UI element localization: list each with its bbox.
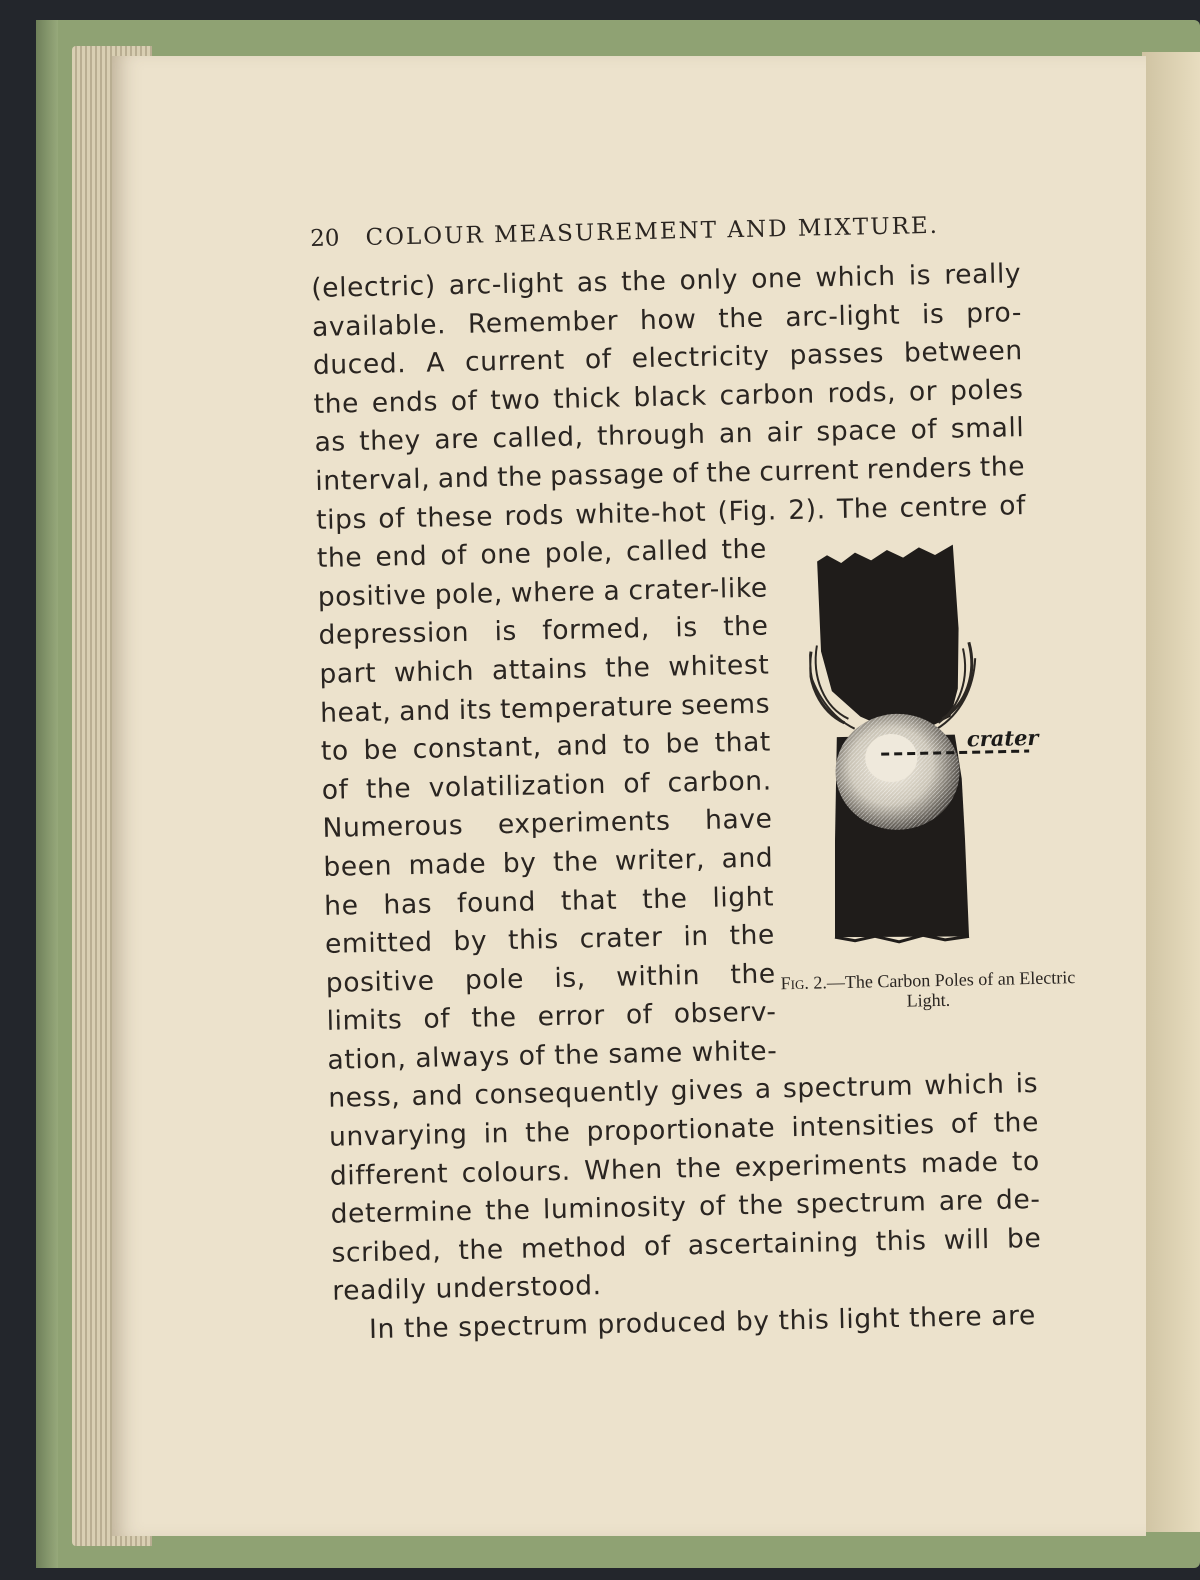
- word: be: [1006, 1222, 1042, 1255]
- word: where: [510, 575, 596, 609]
- word: passage: [549, 458, 665, 492]
- word: white-hot: [575, 496, 707, 531]
- word: its: [458, 693, 493, 726]
- word: through: [596, 419, 706, 453]
- word: pole,: [434, 577, 504, 611]
- word: white-: [691, 1035, 778, 1069]
- word: of: [423, 1003, 451, 1036]
- word: passes: [789, 338, 885, 372]
- word: which: [815, 260, 896, 294]
- word: error: [537, 1000, 606, 1033]
- word: poles: [949, 373, 1024, 407]
- word: the: [458, 1234, 505, 1266]
- word: determine: [330, 1196, 473, 1231]
- word: crater-like: [628, 572, 769, 607]
- word: crater: [579, 921, 663, 955]
- word: interval,: [315, 463, 431, 497]
- word: of: [671, 457, 700, 490]
- word: two: [489, 383, 541, 417]
- word: that: [560, 884, 618, 917]
- word: same: [607, 1037, 684, 1070]
- word: the: [553, 1038, 600, 1071]
- word: one: [480, 538, 532, 571]
- word: intensities: [791, 1109, 935, 1144]
- word: black: [633, 380, 708, 414]
- word: is: [908, 260, 932, 292]
- word: positive: [325, 965, 435, 999]
- word: and: [411, 1080, 464, 1113]
- word: the: [737, 1189, 784, 1222]
- word: by: [502, 847, 537, 880]
- word: the: [552, 846, 599, 878]
- word: tips: [315, 503, 368, 536]
- word: attains: [491, 653, 588, 687]
- word: and: [556, 729, 609, 763]
- word: the: [470, 1002, 517, 1035]
- word: have: [704, 803, 773, 837]
- word: the: [729, 919, 776, 952]
- paragraph-2-line: In the spectrum produced by this light there are: [368, 1300, 1037, 1346]
- word: The: [836, 492, 889, 525]
- word: end: [375, 540, 428, 573]
- word: pole,: [544, 536, 614, 570]
- word: a: [603, 575, 621, 607]
- word: air: [766, 417, 804, 449]
- word: be: [665, 728, 701, 760]
- word: the: [730, 958, 777, 991]
- word: volatilization: [428, 768, 607, 804]
- word: Remember: [467, 305, 619, 340]
- word: is: [1015, 1068, 1039, 1100]
- word: A: [425, 347, 446, 379]
- word: proportionate: [586, 1112, 776, 1148]
- figure-caption: [778, 967, 1079, 1013]
- word: to: [622, 729, 652, 761]
- word: the: [993, 1106, 1040, 1139]
- facing-page-edge: [1142, 52, 1200, 1532]
- word: part: [319, 657, 377, 690]
- caption-text: —The Carbon Poles of an Electric Light.: [826, 967, 1076, 1011]
- page-number: 20: [310, 225, 340, 252]
- word: (electric): [310, 270, 437, 304]
- word: pole: [464, 963, 525, 996]
- word: are: [938, 1185, 984, 1218]
- word: will: [943, 1223, 991, 1256]
- word: whitest: [668, 649, 770, 683]
- word: of: [584, 343, 612, 376]
- word: limits: [326, 1004, 403, 1038]
- word: the: [706, 456, 752, 489]
- word: one: [750, 262, 803, 295]
- word: scribed,: [331, 1235, 442, 1269]
- crater-label: crater: [966, 724, 1039, 752]
- word: that: [714, 726, 772, 759]
- word: the: [524, 1116, 571, 1149]
- word: arc-light: [785, 299, 901, 333]
- word: by: [453, 925, 488, 958]
- word: unvarying: [328, 1118, 468, 1153]
- word: in: [483, 1118, 510, 1150]
- word: is: [921, 298, 945, 330]
- word: the: [496, 461, 543, 494]
- word: these: [416, 500, 494, 534]
- word: carbon: [719, 378, 816, 412]
- word: the: [722, 610, 769, 643]
- word: of: [698, 1190, 727, 1223]
- word: made: [920, 1146, 999, 1180]
- word: of: [321, 774, 349, 806]
- word: centre: [899, 490, 989, 524]
- word: ness,: [327, 1081, 401, 1115]
- word: spectrum: [795, 1186, 927, 1221]
- word: (Fig.: [717, 494, 778, 528]
- word: as: [576, 266, 609, 299]
- word: to: [1011, 1145, 1041, 1178]
- word: be: [363, 734, 399, 767]
- word: or: [908, 375, 938, 408]
- word: been: [323, 850, 393, 883]
- word: as: [314, 426, 347, 459]
- word: consequently: [474, 1076, 660, 1112]
- word: to: [320, 735, 350, 768]
- caption-prefix: Fig. 2.: [780, 972, 828, 994]
- word: depression: [318, 617, 470, 652]
- word: thick: [552, 382, 621, 415]
- word: the: [717, 302, 764, 335]
- word: spectrum: [782, 1071, 914, 1105]
- word: the: [979, 451, 1026, 483]
- word: available.: [311, 308, 447, 343]
- word: ascertaining: [687, 1226, 859, 1262]
- word: current: [464, 344, 566, 378]
- word: he: [323, 889, 359, 922]
- word: carbon.: [667, 765, 772, 799]
- word: a: [754, 1073, 773, 1106]
- word: which: [924, 1069, 1005, 1102]
- text-line: readily understood.: [331, 1270, 602, 1308]
- word: method: [520, 1231, 628, 1265]
- word: temperature: [499, 690, 674, 725]
- word: between: [903, 335, 1024, 369]
- word: of: [440, 539, 468, 572]
- word: they: [358, 425, 422, 458]
- word: ation,: [327, 1043, 407, 1076]
- paragraph-1-wrapped: [317, 531, 778, 1081]
- word: of: [950, 1108, 978, 1140]
- word: seems: [680, 688, 771, 721]
- word: only: [679, 264, 739, 297]
- word: of: [518, 1040, 546, 1072]
- word: the: [675, 1152, 722, 1185]
- word: de-: [995, 1184, 1041, 1217]
- word: light: [712, 880, 775, 914]
- word: this: [875, 1225, 927, 1258]
- word: the: [484, 1194, 531, 1227]
- word: colours.: [461, 1155, 572, 1189]
- word: renders: [866, 452, 973, 486]
- word: rods,: [827, 376, 897, 409]
- word: is: [675, 612, 699, 644]
- figure-2: [780, 537, 1076, 1011]
- word: has: [383, 888, 433, 921]
- word: 2).: [787, 493, 827, 526]
- word: gives: [670, 1074, 744, 1108]
- word: the: [620, 265, 667, 298]
- word: of: [377, 502, 406, 535]
- paragraph-1: [311, 255, 1027, 540]
- word: which: [393, 655, 475, 689]
- word: electricity: [631, 340, 770, 375]
- word: of: [643, 1230, 672, 1263]
- word: an: [718, 418, 754, 450]
- word: arc-light: [448, 267, 564, 302]
- word: is: [494, 616, 518, 648]
- paragraph-1-end: [328, 1065, 1043, 1311]
- word: the: [641, 882, 688, 915]
- word: the: [313, 387, 360, 420]
- cover-spine-edge: [36, 20, 58, 1568]
- word: positive: [317, 579, 427, 613]
- word: of: [910, 414, 938, 446]
- word: pro-: [965, 296, 1023, 329]
- word: experiments: [497, 805, 671, 841]
- word: of: [623, 767, 651, 800]
- word: of: [450, 385, 478, 417]
- word: the: [316, 542, 363, 575]
- word: current: [758, 454, 860, 488]
- word: ends: [371, 386, 439, 419]
- word: and: [398, 694, 452, 727]
- word: of: [998, 489, 1027, 522]
- word: called,: [492, 421, 584, 455]
- word: really: [943, 258, 1022, 291]
- word: always: [414, 1040, 511, 1074]
- word: the: [721, 533, 768, 566]
- word: and: [437, 462, 490, 495]
- word: within: [615, 959, 701, 993]
- word: experiments: [734, 1148, 908, 1183]
- word: different: [329, 1157, 449, 1192]
- word: rods: [504, 499, 565, 532]
- word: this: [507, 924, 560, 957]
- word: called: [625, 534, 709, 568]
- word: duced.: [312, 348, 407, 382]
- word: writer,: [614, 843, 706, 877]
- word: luminosity: [542, 1191, 687, 1226]
- word: formed,: [542, 613, 651, 647]
- word: space: [816, 415, 898, 448]
- word: are: [433, 423, 480, 456]
- word: the: [365, 772, 412, 805]
- word: constant,: [412, 731, 543, 766]
- word: heat,: [319, 695, 392, 729]
- word: the: [604, 651, 651, 684]
- word: of: [625, 999, 654, 1031]
- word: and: [721, 842, 774, 875]
- word: emitted: [324, 926, 433, 960]
- word: how: [639, 303, 697, 336]
- word: is,: [554, 962, 587, 994]
- word: observ-: [673, 996, 777, 1030]
- word: When: [583, 1153, 664, 1187]
- word: small: [950, 412, 1025, 445]
- word: made: [408, 848, 487, 881]
- word: Numerous: [322, 810, 464, 845]
- word: found: [456, 885, 537, 919]
- running-title: COLOUR MEASUREMENT AND MIXTURE.: [365, 212, 940, 251]
- word: in: [683, 920, 710, 953]
- page-content: [310, 211, 1076, 1351]
